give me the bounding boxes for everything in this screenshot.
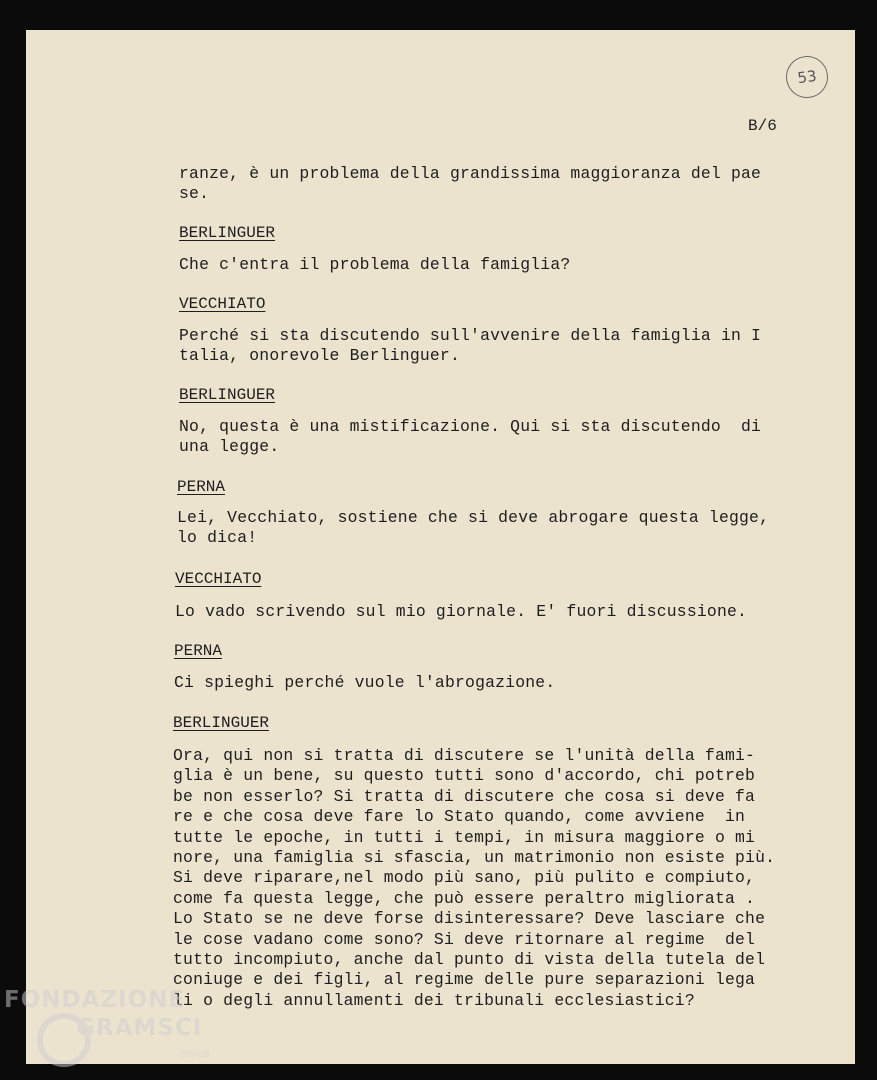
dialogue-text <box>179 255 789 275</box>
text-line: Si deve riparare,nel modo più sano, più pulito e compiuto, <box>173 868 756 888</box>
text-line: Lo vado scrivendo sul mio giornale. E' fuori discussione. <box>175 602 748 621</box>
watermark-line1: FONDAZIONE <box>4 987 186 1013</box>
page-stamp: 53 <box>783 53 830 100</box>
text-line: le cose vadano come sono? Si deve ritornare al regime del <box>173 929 756 949</box>
text-line: nore, una famiglia si sfascia, un matrimonio non esiste più. <box>173 847 776 867</box>
speaker-label: BERLINGUER <box>173 714 270 732</box>
text-line: Perché si sta discutendo sull'avvenire della famiglia in I <box>179 326 762 345</box>
text-line: No, questa è una mistificazione. Qui si sta discutendo di <box>179 417 762 436</box>
text-line: li o degli annullamenti dei tribunali ecclesiastici? <box>173 990 695 1010</box>
text-line: se. <box>179 184 210 204</box>
text-line: Ci spieghi perché vuole l'abrogazione. <box>174 673 556 692</box>
speaker-label: BERLINGUER <box>179 386 276 404</box>
dialogue-text <box>179 417 789 458</box>
text-line: Lei, Vecchiato, sostiene che si deve abrogare questa legge, <box>177 508 770 527</box>
text-line: tutte le epoche, in tutti i tempi, in misura maggiore o mi <box>173 827 756 847</box>
text-line: Che c'entra il problema della famiglia? <box>179 255 571 274</box>
dialogue-text <box>177 508 787 549</box>
text-line: tutto incompiuto, anche dal punto di vista della tutela del <box>173 949 766 969</box>
text-line: Ora, qui non si tratta di discutere se l'unità della fami- <box>173 746 756 765</box>
page-number: B/6 <box>748 117 777 135</box>
dialogue-text <box>174 673 784 693</box>
text-line: re e che cosa deve fare lo Stato quando, come avviene in <box>173 807 746 827</box>
document-page <box>26 30 855 1064</box>
text-line: una legge. <box>179 437 280 457</box>
speaker-label: PERNA <box>174 642 223 660</box>
watermark-line2: GRAMSCI <box>76 1015 203 1041</box>
text-line: ranze, è un problema della grandissima maggioranza del pae <box>179 164 762 183</box>
text-line: coniuge e dei figli, al regime delle pure separazioni lega <box>173 970 756 990</box>
text-line: talia, onorevole Berlinguer. <box>179 346 461 366</box>
speaker-label: VECCHIATO <box>175 570 262 588</box>
dialogue-text <box>173 746 783 1011</box>
watermark-line3: onlus <box>180 1047 210 1060</box>
fondazione-gramsci-watermark <box>4 983 234 1073</box>
text-line: Lo Stato se ne deve forse disinteressare? Deve lasciare che <box>173 909 766 929</box>
dialogue-text <box>179 164 789 205</box>
speaker-label: BERLINGUER <box>179 224 276 242</box>
speaker-label: VECCHIATO <box>179 295 266 313</box>
dialogue-text <box>175 602 785 622</box>
text-line: lo dica! <box>177 528 258 548</box>
text-line: glia è un bene, su questo tutti sono d'accordo, chi potreb <box>173 766 756 786</box>
speaker-label: PERNA <box>177 478 226 496</box>
text-line: come fa questa legge, che può essere peraltro migliorata . <box>173 888 756 908</box>
text-line: be non esserlo? Si tratta di discutere che cosa si deve fa <box>173 786 756 806</box>
dialogue-text <box>179 326 789 367</box>
